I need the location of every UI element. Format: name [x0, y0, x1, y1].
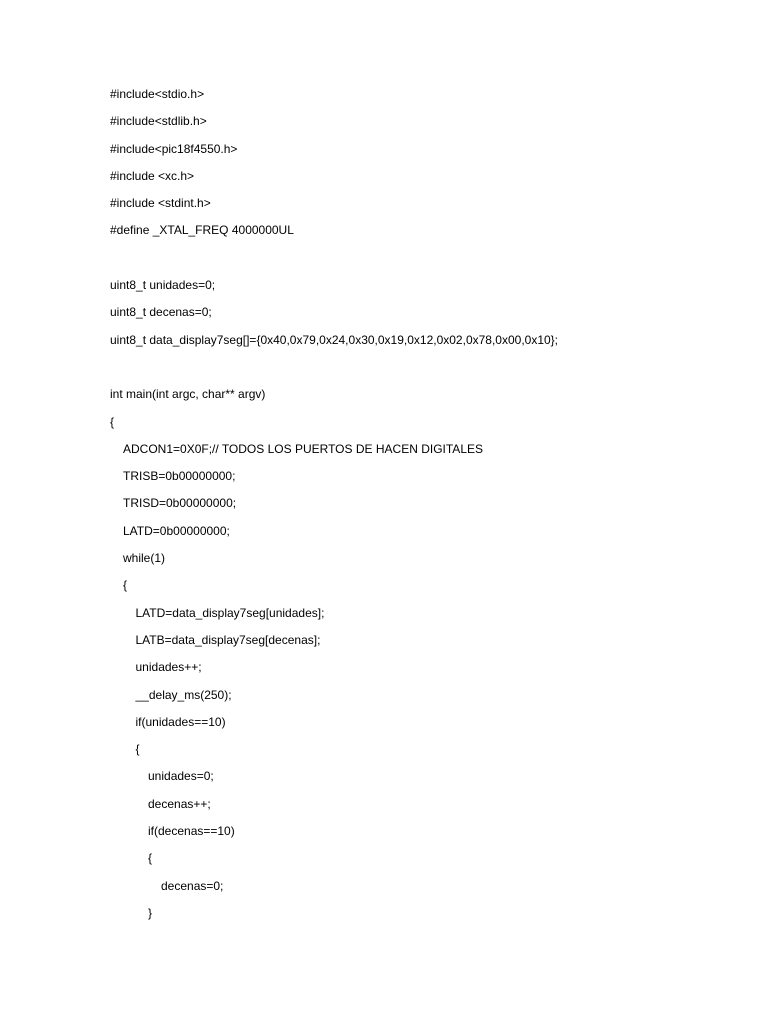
- code-line: {: [148, 851, 153, 866]
- code-line: LATB=data_display7seg[decenas];: [135, 632, 321, 647]
- code-line: #include <xc.h>: [110, 168, 195, 183]
- code-line: #define _XTAL_FREQ 4000000UL: [110, 223, 294, 238]
- code-line: unidades=0;: [148, 769, 214, 784]
- code-line: uint8_t unidades=0;: [110, 278, 216, 293]
- code-line: LATD=0b00000000;: [123, 523, 230, 538]
- code-line: #include <stdint.h>: [110, 196, 211, 211]
- code-line: #include<stdlib.h>: [110, 114, 207, 129]
- code-line: decenas++;: [148, 796, 211, 811]
- code-line: if(decenas==10): [148, 824, 235, 839]
- code-line: __delay_ms(250);: [135, 687, 232, 702]
- code-line: #include<pic18f4550.h>: [110, 141, 238, 156]
- code-line: {: [123, 578, 128, 593]
- code-line: LATD=data_display7seg[unidades];: [135, 605, 325, 620]
- code-line: unidades++;: [135, 660, 202, 675]
- code-line: {: [110, 414, 115, 429]
- blank-line: [110, 249, 730, 276]
- code-line: uint8_t decenas=0;: [110, 305, 212, 320]
- code-line: int main(int argc, char** argv): [110, 387, 266, 402]
- code-line: decenas=0;: [161, 878, 224, 893]
- code-line: {: [135, 742, 140, 757]
- code-line: ADCON1=0X0F;// TODOS LOS PUERTOS DE HACEN DIGITALES: [123, 441, 483, 456]
- code-line: if(unidades==10): [135, 714, 226, 729]
- blank-line: [110, 358, 730, 385]
- code-line: TRISB=0b00000000;: [123, 469, 236, 484]
- code-line: uint8_t data_display7seg[]={0x40,0x79,0x24,0x30,0x19,0x12,0x02,0x78,0x00,0x10};: [110, 332, 559, 347]
- code-line: while(1): [123, 551, 166, 566]
- code-line: TRISD=0b00000000;: [123, 496, 237, 511]
- code-line: #include<stdio.h>: [110, 87, 205, 101]
- code-listing: [110, 85, 730, 931]
- code-line: }: [148, 905, 153, 920]
